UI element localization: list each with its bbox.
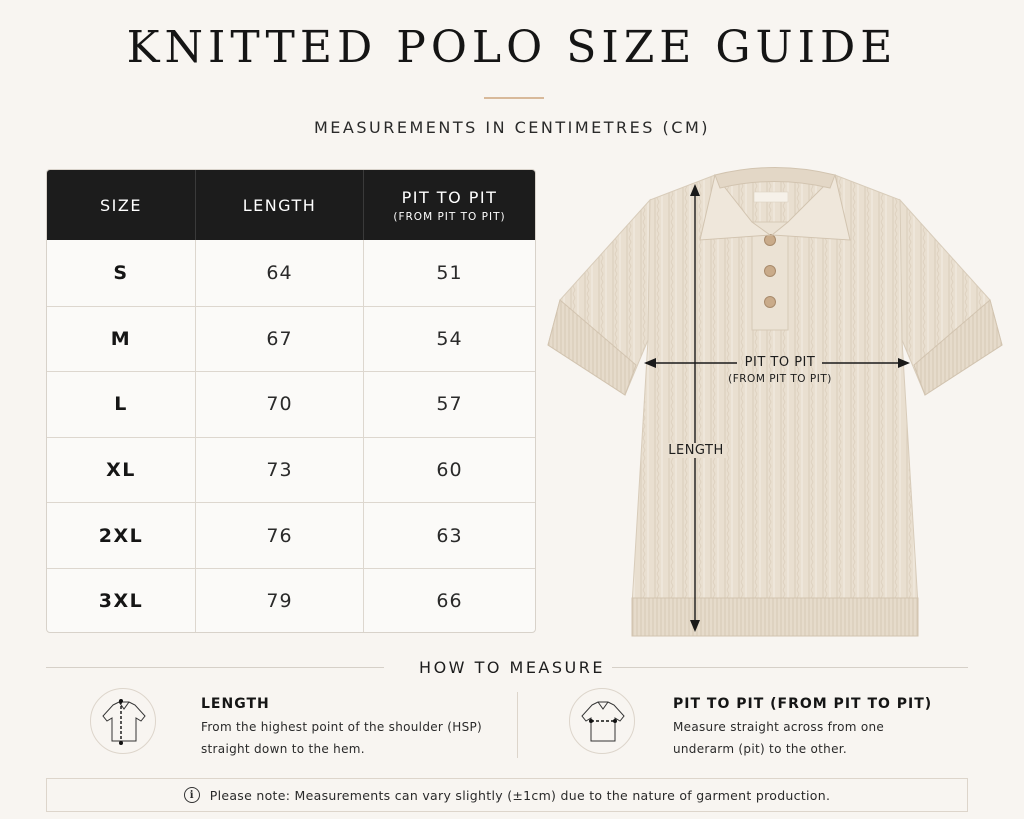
cell-pit: 57	[436, 393, 463, 416]
title-divider	[484, 97, 544, 99]
cell-length: 73	[196, 438, 364, 503]
pit-measure-desc	[673, 716, 884, 760]
cell-size: XL	[47, 438, 196, 503]
length-measure-title: LENGTH	[201, 696, 270, 712]
length-measure-desc	[201, 716, 482, 760]
cell-length: 67	[196, 307, 364, 372]
column-header-length	[196, 170, 364, 240]
column-header-pit-to-pit	[364, 170, 535, 240]
size-table	[46, 169, 536, 633]
how-to-measure-title: HOW TO MEASURE	[419, 658, 605, 677]
polo-shirt-icon	[540, 150, 1010, 650]
pit-label-text: PIT TO PIT	[744, 355, 816, 370]
pit-measure-icon	[569, 688, 635, 754]
cell-pit: 54	[436, 327, 463, 350]
page-subtitle: MEASUREMENTS IN CENTIMETRES (CM)	[314, 118, 710, 137]
table-row	[47, 568, 535, 633]
length-measure-icon	[90, 688, 156, 754]
cell-size: M	[47, 307, 196, 372]
table-row	[47, 240, 535, 306]
column-label: LENGTH	[242, 195, 317, 215]
cell-length: 70	[196, 372, 364, 437]
cell-pit: 51	[436, 261, 463, 284]
cell-size: 2XL	[47, 503, 196, 568]
desc-line: straight down to the hem.	[201, 742, 365, 756]
table-header	[47, 170, 535, 240]
cell-length: 64	[196, 240, 364, 306]
cell-size: S	[47, 240, 196, 306]
table-row	[47, 371, 535, 437]
pit-measure-title: PIT TO PIT (FROM PIT TO PIT)	[673, 696, 933, 712]
cell-size: 3XL	[47, 569, 196, 633]
column-header-size	[47, 170, 196, 240]
cell-length: 79	[196, 569, 364, 633]
column-label: SIZE	[100, 195, 142, 215]
table-body	[47, 240, 535, 633]
vertical-divider	[517, 692, 518, 758]
length-label: LENGTH	[666, 443, 726, 458]
pit-label-sub: (FROM PIT TO PIT)	[728, 373, 832, 385]
pit-to-pit-label	[720, 355, 840, 385]
desc-line: underarm (pit) to the other.	[673, 742, 848, 756]
table-row	[47, 437, 535, 503]
cell-pit: 66	[436, 590, 463, 613]
column-label: PIT TO PIT	[401, 187, 498, 207]
cell-length: 76	[196, 503, 364, 568]
desc-line: Measure straight across from one	[673, 720, 885, 734]
table-row	[47, 306, 535, 372]
cell-size: L	[47, 372, 196, 437]
page-title: KNITTED POLO SIZE GUIDE	[126, 22, 898, 73]
polo-illustration	[540, 150, 1010, 650]
cell-pit: 63	[436, 524, 463, 547]
cell-pit: 60	[436, 459, 463, 482]
column-sublabel: (FROM PIT TO PIT)	[393, 210, 506, 223]
desc-line: From the highest point of the shoulder (HSP)	[201, 720, 483, 734]
info-icon: i	[184, 787, 200, 803]
table-row	[47, 502, 535, 568]
note-text: Please note: Measurements can vary slightly (±1cm) due to the nature of garment production.	[209, 787, 831, 803]
disclaimer-note	[46, 778, 968, 812]
